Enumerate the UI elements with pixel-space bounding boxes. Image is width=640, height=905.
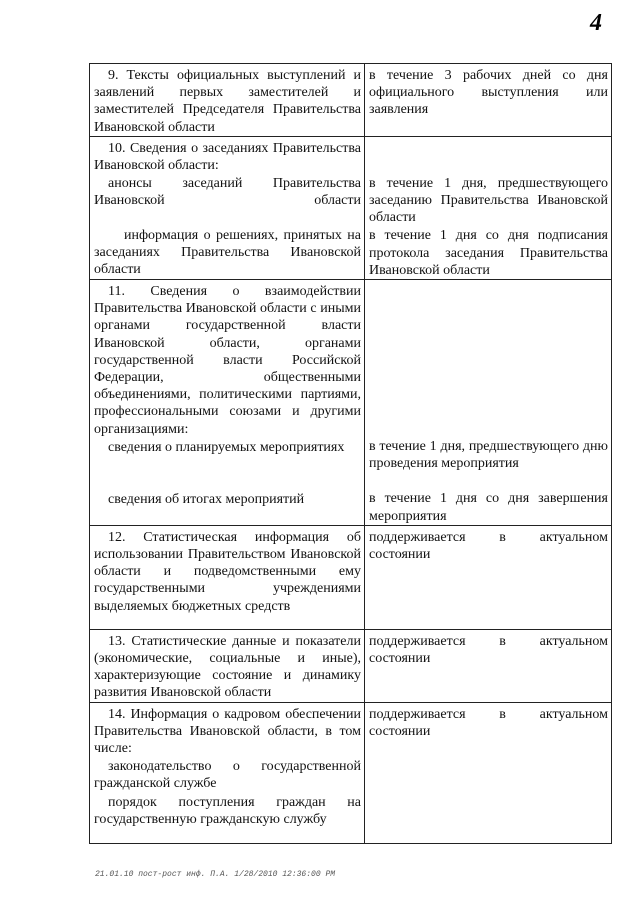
item-10-sub-2-deadline: в течение 1 дня со дня подписания протокола заседания Правительства Ивановской области bbox=[369, 228, 608, 278]
table-cell-deadline bbox=[365, 136, 612, 279]
table-cell-item bbox=[90, 136, 365, 279]
item-14-sub-1: законодательство о государственной гражданской службе bbox=[94, 759, 361, 792]
item-11-sub-1: сведения о планируемых мероприятиях bbox=[108, 439, 345, 455]
table-row bbox=[90, 702, 612, 843]
table-cell-item bbox=[90, 525, 365, 629]
table-row bbox=[90, 525, 612, 629]
item-10-heading: 10. Сведения о заседаниях Правительства Ивановской области: bbox=[94, 140, 361, 174]
item-10-sub-2: информация о решениях, принятых на заседаниях Правительства Ивановской области bbox=[94, 227, 361, 278]
item-12-deadline: поддерживается в актуальном состоянии bbox=[369, 529, 608, 563]
page-number: 4 bbox=[590, 10, 602, 36]
item-13-deadline: поддерживается в актуальном состоянии bbox=[369, 633, 608, 667]
table-row bbox=[90, 136, 612, 279]
table-cell-item bbox=[90, 280, 365, 526]
item-12-text: 12. Статистическая информация об использовании Правительством Ивановской области и подведомственными ему государственными учреждениями выделяемых бюджетных средств bbox=[94, 529, 361, 614]
item-11-sub-1-deadline: в течение 1 дня, предшествующего дню проведения мероприятия bbox=[369, 439, 608, 472]
table-cell-deadline bbox=[365, 702, 612, 843]
item-13-text: 13. Статистические данные и показатели (экономические, социальные и иные), характеризующие состояние и динамику развития Ивановской области bbox=[94, 633, 361, 701]
table-cell-deadline bbox=[365, 64, 612, 137]
table-cell-item bbox=[90, 629, 365, 702]
item-9-text: 9. Тексты официальных выступлений и заявлений первых заместителей и заместителей Председателя Правительства Ивановской области bbox=[94, 68, 361, 135]
item-9-deadline: в течение 3 рабочих дней со дня официального выступления или заявления bbox=[369, 68, 608, 118]
item-11-sub-2: сведения об итогах мероприятий bbox=[108, 492, 305, 508]
table-cell-deadline bbox=[365, 280, 612, 526]
table-row bbox=[90, 629, 612, 702]
item-14-sub-2: порядок поступления граждан на государственную гражданскую службу bbox=[94, 794, 361, 827]
item-14-deadline: поддерживается в актуальном состоянии bbox=[369, 706, 608, 739]
table-cell-item bbox=[90, 64, 365, 137]
table-cell-deadline bbox=[365, 525, 612, 629]
footer-filepath: 21.01.10 пост-рост инф. П.А. 1/28/2010 12:36:00 PM bbox=[95, 870, 336, 879]
table-cell-deadline bbox=[365, 629, 612, 702]
item-11-heading: 11. Сведения о взаимодействии Правительства Ивановской области с иными органами государственной власти Ивановской области, органами государственной власти Российской Федерации, общественными объединениями, политическими партиями, профессиональными союзами и другими организациями: bbox=[94, 284, 361, 437]
item-10-sub-1-deadline: в течение 1 дня, предшествующего заседанию Правительства Ивановской области bbox=[369, 175, 608, 226]
document-table bbox=[89, 63, 612, 844]
table-row bbox=[90, 64, 612, 137]
item-11-sub-2-deadline: в течение 1 дня со дня завершения мероприятия bbox=[369, 491, 608, 524]
table-row bbox=[90, 280, 612, 526]
item-10-sub-1: анонсы заседаний Правительства Ивановской области bbox=[94, 176, 361, 209]
item-14-heading: 14. Информация о кадровом обеспечении Правительства Ивановской области, в том числе: bbox=[94, 706, 361, 757]
table-cell-item bbox=[90, 702, 365, 843]
